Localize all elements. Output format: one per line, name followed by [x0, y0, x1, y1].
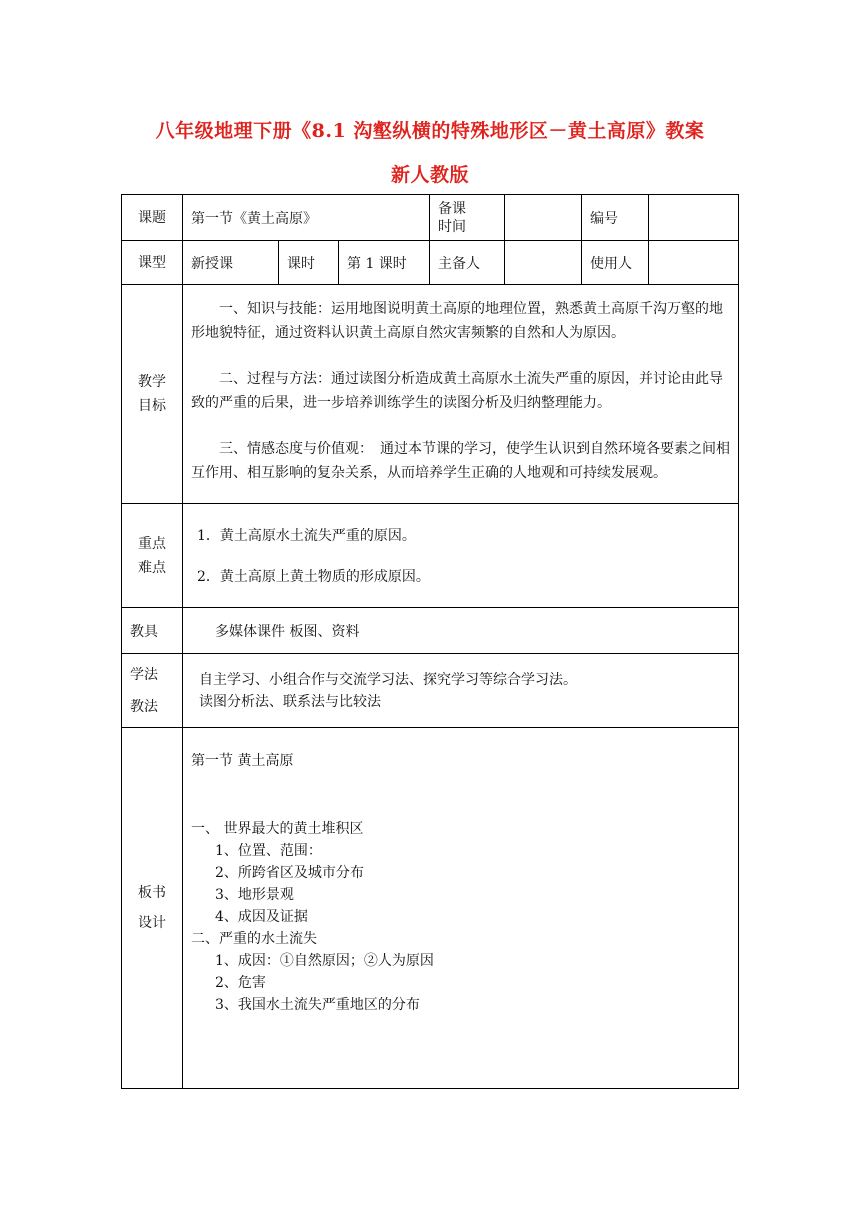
keypoint-1: 1．黄土高原水土流失严重的原因。 — [197, 528, 416, 544]
goal-knowledge: 一、知识与技能：运用地图说明黄土高原的地理位置，熟悉黄土高原千沟万壑的地形地貌特征，通过资料认识黄土高原自然灾害频繁的自然和人为原因。 — [191, 301, 723, 341]
label-prep-time-1: 备课 — [438, 200, 466, 217]
row-tools — [122, 608, 739, 654]
label-period: 课时 — [279, 241, 339, 285]
label-prep-time-2: 时间 — [438, 218, 466, 235]
label-tools: 教具 — [122, 608, 183, 654]
goal-values: 三、情感态度与价值观： 通过本节课的学习，使学生认识到自然环境各要素之间相互作用、相互影响的复杂关系，从而培养学生正确的人地观和可持续发展观。 — [191, 441, 730, 481]
label-methods-1: 学法 — [130, 666, 158, 683]
label-type: 课型 — [122, 241, 183, 285]
board-section-1: 一、 世界最大的黄土堆积区 — [191, 821, 364, 837]
label-user: 使用人 — [582, 241, 649, 285]
label-board-2: 设计 — [138, 915, 166, 931]
document-subtitle: 新人教版 — [390, 164, 469, 186]
value-type: 新授课 — [183, 241, 279, 285]
label-board-1: 板书 — [138, 885, 166, 901]
label-keypoints — [122, 504, 183, 608]
row-goals — [122, 285, 739, 504]
goals-content — [183, 285, 739, 504]
board-item: 1、成因：①自然原因；②人为原因 — [215, 953, 434, 969]
label-prep-time — [430, 195, 505, 241]
value-lesson: 第一节《黄土高原》 — [183, 195, 430, 241]
board-item: 3、我国水土流失严重地区的分布 — [215, 997, 420, 1013]
label-board — [122, 728, 183, 1089]
row-keypoints — [122, 504, 739, 608]
methods-line-2: 读图分析法、联系法与比较法 — [199, 693, 381, 710]
row-lesson — [122, 195, 739, 241]
label-preparer: 主备人 — [430, 241, 505, 285]
row-board — [122, 728, 739, 1089]
label-number: 编号 — [582, 195, 649, 241]
label-methods — [122, 654, 183, 728]
value-prep-time — [505, 195, 582, 241]
keypoints-content — [183, 504, 739, 608]
board-item: 1、位置、范围： — [215, 843, 322, 859]
label-goals-1: 教学 — [138, 374, 166, 390]
board-item: 2、危害 — [215, 975, 266, 991]
board-item: 3、地形景观 — [215, 887, 294, 903]
label-keypoints-1: 重点 — [138, 535, 166, 552]
goal-process: 二、过程与方法：通过读图分析造成黄土高原水土流失严重的原因，并讨论由此导致的严重的后果，进一步培养训练学生的读图分析及归纳整理能力。 — [191, 371, 723, 411]
board-item: 4、成因及证据 — [215, 909, 308, 925]
row-methods — [122, 654, 739, 728]
row-type — [122, 241, 739, 285]
value-number — [649, 195, 739, 241]
value-preparer — [505, 241, 582, 285]
label-lesson: 课题 — [122, 195, 183, 241]
value-period: 第 1 课时 — [339, 241, 430, 285]
board-item: 2、所跨省区及城市分布 — [215, 865, 364, 881]
keypoint-2: 2．黄土高原上黄土物质的形成原因。 — [197, 569, 430, 585]
methods-line-1: 自主学习、小组合作与交流学习法、探究学习等综合学习法。 — [199, 671, 577, 688]
document-title: 八年级地理下册《8.1 沟壑纵横的特殊地形区－黄土高原》教案 — [155, 120, 705, 142]
label-goals — [122, 285, 183, 504]
label-goals-2: 目标 — [138, 398, 166, 414]
label-methods-2: 教法 — [130, 698, 158, 715]
methods-content — [183, 654, 739, 728]
value-user — [649, 241, 739, 285]
board-heading: 第一节 黄土高原 — [191, 753, 294, 769]
label-keypoints-2: 难点 — [138, 559, 166, 576]
value-tools: 多媒体课件 板图、资料 — [183, 608, 739, 654]
lesson-plan-table — [121, 194, 739, 1089]
board-section-2: 二、严重的水土流失 — [191, 931, 317, 947]
board-content — [183, 728, 739, 1089]
